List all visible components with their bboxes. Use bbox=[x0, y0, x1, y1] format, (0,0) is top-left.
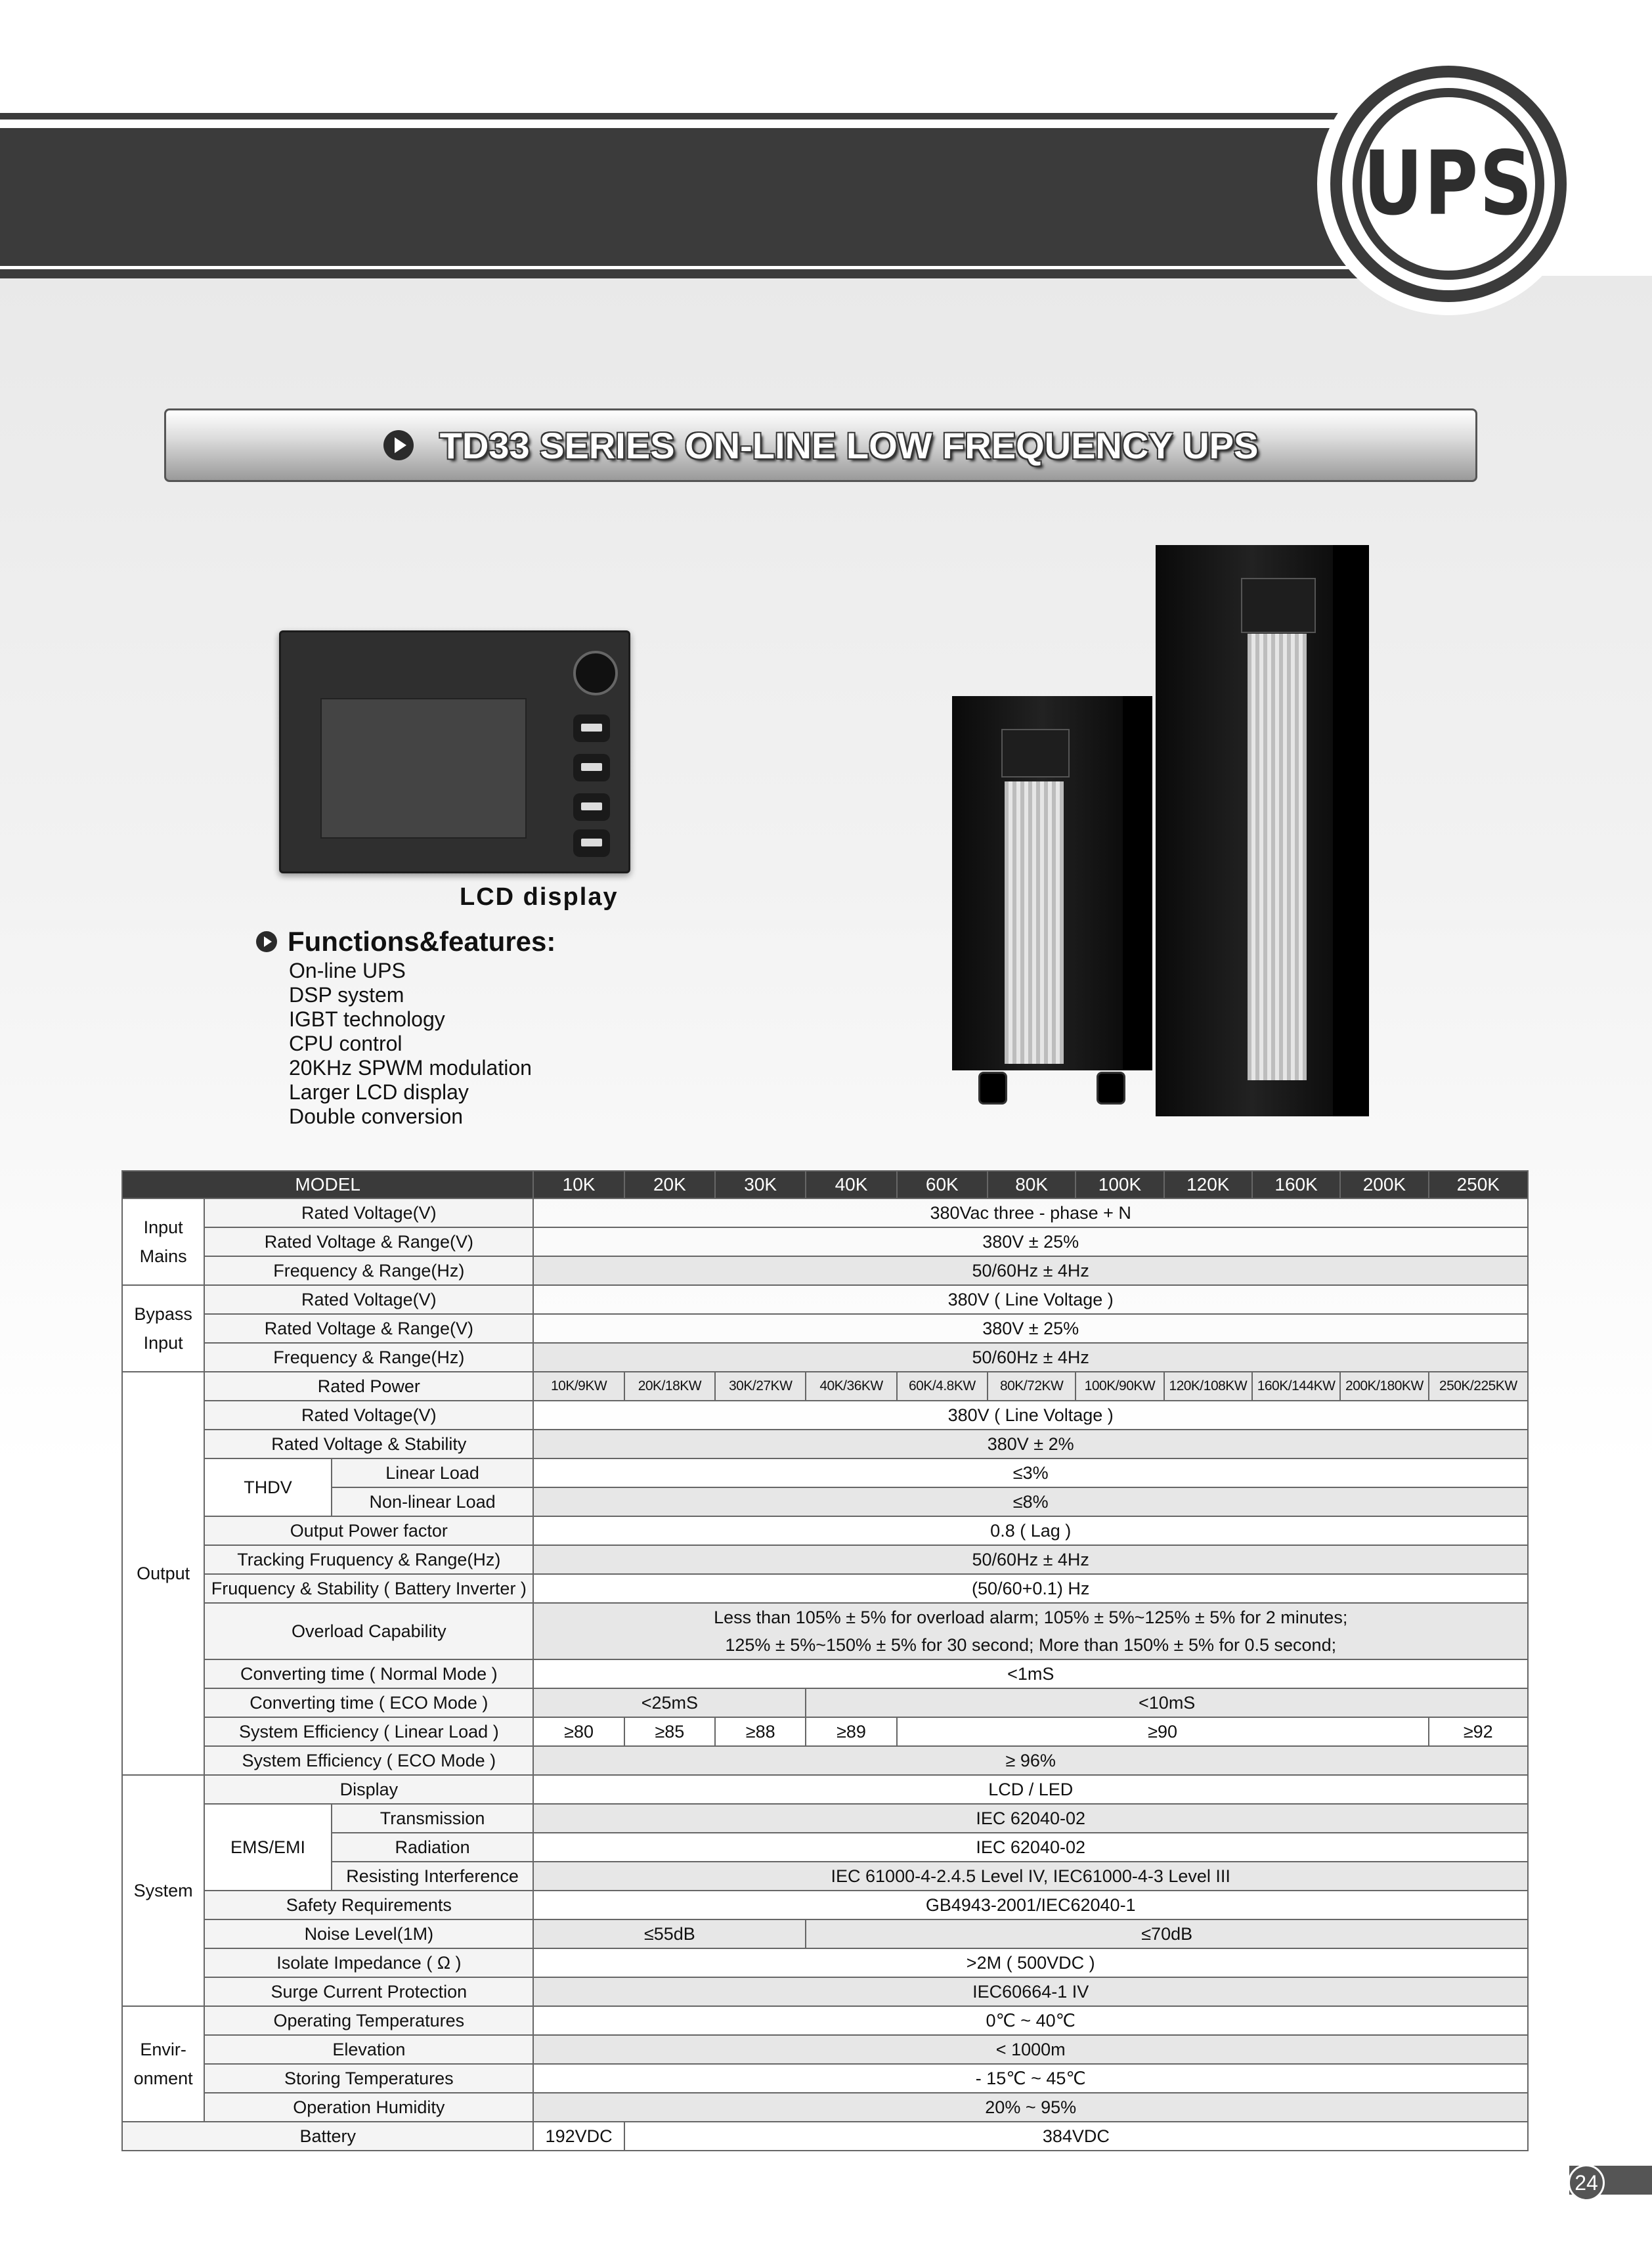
table-row bbox=[122, 1919, 1528, 1948]
table-row bbox=[122, 1891, 1528, 1919]
group-bypass-input: Bypass Input bbox=[122, 1285, 204, 1372]
table-row bbox=[122, 1401, 1528, 1430]
table-row bbox=[122, 1430, 1528, 1458]
large-cabinet-grille bbox=[1248, 634, 1307, 1080]
row-label: Linear Load bbox=[332, 1458, 534, 1487]
rated-power-cell: 60K/4.8KW bbox=[897, 1372, 988, 1401]
table-row bbox=[122, 2006, 1528, 2035]
header-line-bottom bbox=[0, 269, 1431, 278]
row-value: 380V ± 2% bbox=[533, 1430, 1528, 1458]
table-row bbox=[122, 1717, 1528, 1746]
table-row bbox=[122, 1746, 1528, 1775]
model-col: 120K bbox=[1164, 1171, 1252, 1198]
table-row bbox=[122, 1603, 1528, 1631]
features-heading bbox=[256, 926, 555, 957]
row-label: Display bbox=[204, 1775, 533, 1804]
model-header: MODEL bbox=[122, 1171, 533, 1198]
page-number: 24 bbox=[1568, 2164, 1605, 2201]
table-row bbox=[122, 1659, 1528, 1688]
table-row bbox=[122, 2122, 1528, 2151]
row-label: Operation Humidity bbox=[204, 2093, 533, 2122]
row-value: 50/60Hz ± 4Hz bbox=[533, 1545, 1528, 1574]
group-system: System bbox=[122, 1775, 204, 2006]
row-label: Operating Temperatures bbox=[204, 2006, 533, 2035]
lcd-display-image bbox=[279, 630, 630, 873]
row-value: >2M ( 500VDC ) bbox=[533, 1948, 1528, 1977]
feature-item: 20KHz SPWM modulation bbox=[289, 1056, 532, 1080]
model-col: 100K bbox=[1076, 1171, 1163, 1198]
row-value: 380V ( Line Voltage ) bbox=[533, 1285, 1528, 1314]
row-value: 20% ~ 95% bbox=[533, 2093, 1528, 2122]
lcd-display-caption: LCD display bbox=[460, 883, 619, 911]
table-row bbox=[122, 1256, 1528, 1285]
row-label: Rated Power bbox=[204, 1372, 533, 1401]
row-label: Non-linear Load bbox=[332, 1487, 534, 1516]
table-row bbox=[122, 1948, 1528, 1977]
row-value: - 15℃ ~ 45℃ bbox=[533, 2064, 1528, 2093]
header-line-top bbox=[0, 113, 1431, 120]
row-value: 192VDC bbox=[533, 2122, 624, 2151]
table-row bbox=[122, 1458, 1528, 1487]
table-row bbox=[122, 2064, 1528, 2093]
row-label: Storing Temperatures bbox=[204, 2064, 533, 2093]
row-value: IEC 62040-02 bbox=[533, 1833, 1528, 1862]
group-input-mains: Input Mains bbox=[122, 1198, 204, 1285]
knob-icon bbox=[573, 651, 618, 695]
small-cabinet-grille bbox=[1005, 781, 1064, 1064]
rated-power-cell: 40K/36KW bbox=[806, 1372, 896, 1401]
lcd-button-icon bbox=[573, 829, 610, 857]
row-label: Fruquency & Stability ( Battery Inverter ) bbox=[204, 1574, 533, 1603]
row-label: Elevation bbox=[204, 2035, 533, 2064]
spec-table bbox=[121, 1170, 1529, 2151]
row-value: ≥88 bbox=[715, 1717, 806, 1746]
row-value: 50/60Hz ± 4Hz bbox=[533, 1343, 1528, 1372]
row-label: Converting time ( ECO Mode ) bbox=[204, 1688, 533, 1717]
group-thdv: THDV bbox=[204, 1458, 331, 1516]
table-row bbox=[122, 1285, 1528, 1314]
group-output: Output bbox=[122, 1372, 204, 1775]
table-row bbox=[122, 2093, 1528, 2122]
rated-power-cell: 120K/108KW bbox=[1164, 1372, 1252, 1401]
table-row bbox=[122, 1516, 1528, 1545]
feature-item: On-line UPS bbox=[289, 959, 406, 982]
ups-badge-text: UPS bbox=[1363, 133, 1534, 235]
rated-power-cell: 200K/180KW bbox=[1340, 1372, 1428, 1401]
row-label: System Efficiency ( Linear Load ) bbox=[204, 1717, 533, 1746]
rated-power-cell: 30K/27KW bbox=[715, 1372, 806, 1401]
rated-power-cell: 250K/225KW bbox=[1429, 1372, 1528, 1401]
row-value: 50/60Hz ± 4Hz bbox=[533, 1256, 1528, 1285]
row-label: Overload Capability bbox=[204, 1603, 533, 1659]
table-row bbox=[122, 1804, 1528, 1833]
lcd-button-icon bbox=[573, 793, 610, 821]
table-row bbox=[122, 1227, 1528, 1256]
lcd-button-icon bbox=[573, 714, 610, 742]
rated-power-cell: 20K/18KW bbox=[624, 1372, 715, 1401]
model-col: 250K bbox=[1429, 1171, 1528, 1198]
table-row bbox=[122, 1487, 1528, 1516]
table-row bbox=[122, 1775, 1528, 1804]
rated-power-cell: 10K/9KW bbox=[533, 1372, 624, 1401]
model-col: 80K bbox=[988, 1171, 1076, 1198]
lcd-screen bbox=[320, 698, 527, 839]
row-label: Resisting Interference bbox=[332, 1862, 534, 1891]
rated-power-cell: 100K/90KW bbox=[1076, 1372, 1163, 1401]
row-label: Rated Voltage(V) bbox=[204, 1285, 533, 1314]
lcd-button-icon bbox=[573, 754, 610, 781]
row-label: Rated Voltage & Range(V) bbox=[204, 1227, 533, 1256]
row-label: Battery bbox=[122, 2122, 533, 2151]
row-value: 380V ± 25% bbox=[533, 1314, 1528, 1343]
model-col: 30K bbox=[715, 1171, 806, 1198]
row-label: Rated Voltage & Stability bbox=[204, 1430, 533, 1458]
play-icon bbox=[256, 931, 277, 952]
row-value: ≤3% bbox=[533, 1458, 1528, 1487]
row-value: ≤55dB bbox=[533, 1919, 806, 1948]
wheel-icon bbox=[978, 1072, 1007, 1105]
rated-power-cell: 160K/144KW bbox=[1252, 1372, 1340, 1401]
row-label: Surge Current Protection bbox=[204, 1977, 533, 2006]
row-value: 380V ± 25% bbox=[533, 1227, 1528, 1256]
play-icon bbox=[383, 430, 414, 460]
row-value: ≥92 bbox=[1429, 1717, 1528, 1746]
model-col: 20K bbox=[624, 1171, 715, 1198]
row-label: Rated Voltage(V) bbox=[204, 1401, 533, 1430]
model-col: 40K bbox=[806, 1171, 896, 1198]
row-value: 0℃ ~ 40℃ bbox=[533, 2006, 1528, 2035]
row-value: IEC 61000-4-2.4.5 Level IV, IEC61000-4-3 Level III bbox=[533, 1862, 1528, 1891]
table-header-row bbox=[122, 1171, 1528, 1198]
feature-item: DSP system bbox=[289, 983, 404, 1007]
row-label: Frequency & Range(Hz) bbox=[204, 1256, 533, 1285]
table-row bbox=[122, 1343, 1528, 1372]
row-value: IEC 62040-02 bbox=[533, 1804, 1528, 1833]
page-title: TD33 SERIES ON-LINE LOW FREQUENCY UPS bbox=[439, 424, 1259, 466]
row-label: System Efficiency ( ECO Mode ) bbox=[204, 1746, 533, 1775]
table-row bbox=[122, 1545, 1528, 1574]
row-label: Rated Voltage & Range(V) bbox=[204, 1314, 533, 1343]
feature-item: IGBT technology bbox=[289, 1007, 445, 1031]
row-value: LCD / LED bbox=[533, 1775, 1528, 1804]
model-col: 60K bbox=[897, 1171, 988, 1198]
row-value: <10mS bbox=[806, 1688, 1528, 1717]
row-label: Safety Requirements bbox=[204, 1891, 533, 1919]
row-value: 0.8 ( Lag ) bbox=[533, 1516, 1528, 1545]
group-ems-emi: EMS/EMI bbox=[204, 1804, 331, 1891]
table-row bbox=[122, 1314, 1528, 1343]
model-col: 200K bbox=[1340, 1171, 1428, 1198]
table-row bbox=[122, 1833, 1528, 1862]
table-row bbox=[122, 1574, 1528, 1603]
row-value: 380V ( Line Voltage ) bbox=[533, 1401, 1528, 1430]
row-value: ≥90 bbox=[897, 1717, 1429, 1746]
feature-item: Double conversion bbox=[289, 1105, 464, 1128]
row-label: Output Power factor bbox=[204, 1516, 533, 1545]
row-value: GB4943-2001/IEC62040-1 bbox=[533, 1891, 1528, 1919]
row-value: ≤70dB bbox=[806, 1919, 1528, 1948]
row-label: Noise Level(1M) bbox=[204, 1919, 533, 1948]
wheel-icon bbox=[1097, 1072, 1125, 1105]
row-label: Tracking Fruquency & Range(Hz) bbox=[204, 1545, 533, 1574]
feature-item: Larger LCD display bbox=[289, 1080, 469, 1104]
row-label: Radiation bbox=[332, 1833, 534, 1862]
group-environment: Envir- onment bbox=[122, 2006, 204, 2122]
row-label: Converting time ( Normal Mode ) bbox=[204, 1659, 533, 1688]
row-value: ≥89 bbox=[806, 1717, 896, 1746]
features-list bbox=[289, 959, 532, 1129]
table-row bbox=[122, 1862, 1528, 1891]
row-label: Rated Voltage(V) bbox=[204, 1198, 533, 1227]
table-row bbox=[122, 1198, 1528, 1227]
row-value: ≤8% bbox=[533, 1487, 1528, 1516]
model-col: 10K bbox=[533, 1171, 624, 1198]
features-heading-text: Functions&features: bbox=[288, 926, 556, 957]
row-value: < 1000m bbox=[533, 2035, 1528, 2064]
small-cabinet-display bbox=[1001, 729, 1070, 778]
row-value: ≥ 96% bbox=[533, 1746, 1528, 1775]
large-cabinet-display bbox=[1241, 578, 1316, 633]
table-row bbox=[122, 1977, 1528, 2006]
title-bar bbox=[164, 408, 1477, 482]
rated-power-cell: 80K/72KW bbox=[988, 1372, 1076, 1401]
row-value: 384VDC bbox=[624, 2122, 1528, 2151]
overload-line-2: 125% ± 5%~150% ± 5% for 30 second; More than 150% ± 5% for 0.5 second; bbox=[533, 1631, 1528, 1659]
small-cabinet-side bbox=[1123, 696, 1152, 1070]
row-value: 380Vac three - phase + N bbox=[533, 1198, 1528, 1227]
row-label: Transmission bbox=[332, 1804, 534, 1833]
row-label: Isolate Impedance ( Ω ) bbox=[204, 1948, 533, 1977]
row-value: ≥85 bbox=[624, 1717, 715, 1746]
table-row bbox=[122, 1688, 1528, 1717]
overload-line-1: Less than 105% ± 5% for overload alarm; 105% ± 5%~125% ± 5% for 2 minutes; bbox=[533, 1603, 1528, 1631]
table-row bbox=[122, 1372, 1528, 1401]
row-value: <25mS bbox=[533, 1688, 806, 1717]
row-label: Frequency & Range(Hz) bbox=[204, 1343, 533, 1372]
large-cabinet-side bbox=[1333, 545, 1369, 1116]
row-value: (50/60+0.1) Hz bbox=[533, 1574, 1528, 1603]
table-row bbox=[122, 2035, 1528, 2064]
row-value: ≥80 bbox=[533, 1717, 624, 1746]
model-col: 160K bbox=[1252, 1171, 1340, 1198]
header-band bbox=[0, 128, 1431, 266]
row-value: <1mS bbox=[533, 1659, 1528, 1688]
row-value: IEC60664-1 IV bbox=[533, 1977, 1528, 2006]
ups-badge bbox=[1353, 88, 1544, 280]
feature-item: CPU control bbox=[289, 1032, 402, 1055]
